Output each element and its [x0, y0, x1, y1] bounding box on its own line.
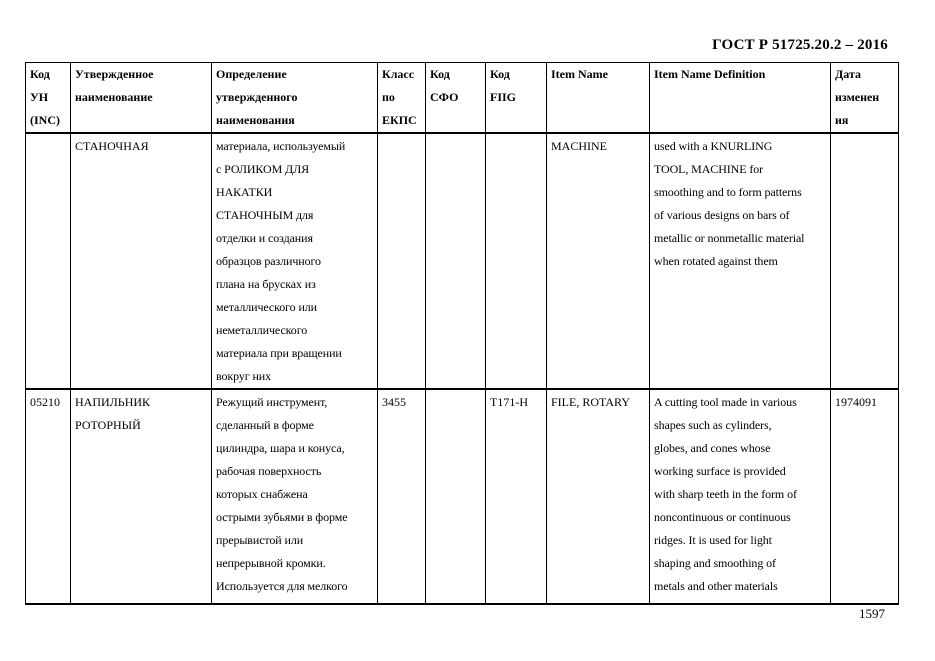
cell-line: Код — [430, 67, 450, 81]
cell-line: Item Name Definition — [654, 67, 766, 81]
cell-line: цилиндра, шара и конуса, — [216, 441, 345, 455]
cell-line: изменен — [835, 90, 880, 104]
cell-line: shaping and smoothing of — [654, 556, 776, 570]
cell-line: по — [382, 90, 395, 104]
cell-line: A cutting tool made in various — [654, 395, 797, 409]
cell-line: smoothing and to form patterns — [654, 185, 802, 199]
table-row — [26, 389, 899, 604]
table-row — [26, 133, 899, 389]
cell-line: MACHINE — [551, 139, 607, 153]
cell-line: noncontinuous or continuous — [654, 510, 791, 524]
cell-line: ЕКПС — [382, 113, 417, 127]
header-approved-name — [71, 63, 212, 134]
cell-line: металлического или — [216, 300, 318, 314]
cell-line: metals and other materials — [654, 579, 778, 593]
cell-line: с РОЛИКОМ ДЛЯ — [216, 162, 310, 176]
cell-line: metallic or nonmetallic material — [654, 231, 805, 245]
cell-definition — [212, 133, 378, 389]
cell-line: Класс — [382, 67, 415, 81]
cell-line: of various designs on bars of — [654, 208, 790, 222]
cell-line: наименования — [216, 113, 295, 127]
cell-line: Код — [30, 67, 50, 81]
header-change-date — [831, 63, 899, 134]
header-item-name — [547, 63, 650, 134]
cell-line: наименование — [75, 90, 153, 104]
cell-line: острыми зубьями в форме — [216, 510, 348, 524]
cell-line: Item Name — [551, 67, 608, 81]
header-item-name-definition — [650, 63, 831, 134]
cell-fiig-code: T171-H — [486, 389, 547, 604]
cell-line: Определение — [216, 67, 287, 81]
cell-line: globes, and cones whose — [654, 441, 771, 455]
cell-fiig-code — [486, 133, 547, 389]
cell-line: used with a KNURLING — [654, 139, 773, 153]
cell-line: ия — [835, 113, 849, 127]
cell-inc — [26, 133, 71, 389]
table-header — [26, 63, 899, 134]
header-fiig-code — [486, 63, 547, 134]
cell-line: НАКАТКИ — [216, 185, 273, 199]
cell-line: вокруг них — [216, 369, 272, 383]
cell-line: прерывистой или — [216, 533, 304, 547]
cell-line: Дата — [835, 67, 861, 81]
cell-line: которых снабжена — [216, 487, 308, 501]
cell-line: неметаллического — [216, 323, 308, 337]
cell-line: НАПИЛЬНИК — [75, 395, 151, 409]
header-definition — [212, 63, 378, 134]
cell-line: shapes such as cylinders, — [654, 418, 772, 432]
cell-inc: 05210 — [26, 389, 71, 604]
cell-line: СФО — [430, 90, 459, 104]
cell-line: ridges. It is used for light — [654, 533, 772, 547]
table-body — [26, 133, 899, 604]
cell-line: TOOL, MACHINE for — [654, 162, 764, 176]
header-row — [26, 63, 899, 134]
cell-line: СТАНОЧНЫМ для — [216, 208, 314, 222]
cell-line: working surface is provided — [654, 464, 786, 478]
cell-line: отделки и создания — [216, 231, 313, 245]
cell-line: сделанный в форме — [216, 418, 314, 432]
cell-item-name — [547, 133, 650, 389]
cell-line: образцов различного — [216, 254, 321, 268]
cell-line: FIIG — [490, 90, 517, 104]
cell-ekps-class: 3455 — [378, 389, 426, 604]
cell-line: Используется для мелкого — [216, 579, 348, 593]
cell-line: Утвержденное — [75, 67, 154, 81]
cell-sfo-code — [426, 389, 486, 604]
cell-line: материала, используемый — [216, 139, 346, 153]
cell-change-date — [831, 133, 899, 389]
page-number: 1597 — [859, 606, 885, 621]
cell-line: УН — [30, 90, 49, 104]
cell-ekps-class — [378, 133, 426, 389]
header-ekps-class — [378, 63, 426, 134]
cell-line: Режущий инструмент, — [216, 395, 328, 409]
cell-line: плана на брусках из — [216, 277, 316, 291]
cell-line: утвержденного — [216, 90, 298, 104]
header-inc — [26, 63, 71, 134]
cell-line: материала при вращении — [216, 346, 342, 360]
cell-line: РОТОРНЫЙ — [75, 418, 141, 432]
cell-approved-name — [71, 133, 212, 389]
cell-line: непрерывной кромки. — [216, 556, 326, 570]
cell-line: Код — [490, 67, 510, 81]
cell-sfo-code — [426, 133, 486, 389]
cell-definition — [212, 389, 378, 604]
header-sfo-code — [426, 63, 486, 134]
cell-change-date: 1974091 — [831, 389, 899, 604]
cell-item-name — [547, 389, 650, 604]
cell-approved-name — [71, 389, 212, 604]
cell-line: (INC) — [30, 113, 60, 127]
document-code: ГОСТ Р 51725.20.2 – 2016 — [712, 37, 888, 53]
cell-line: FILE, ROTARY — [551, 395, 631, 409]
cell-item-name-definition — [650, 389, 831, 604]
cell-line: рабочая поверхность — [216, 464, 322, 478]
cell-line: when rotated against them — [654, 254, 778, 268]
catalog-table — [25, 62, 899, 605]
cell-line: with sharp teeth in the form of — [654, 487, 797, 501]
cell-line: СТАНОЧНАЯ — [75, 139, 149, 153]
cell-item-name-definition — [650, 133, 831, 389]
